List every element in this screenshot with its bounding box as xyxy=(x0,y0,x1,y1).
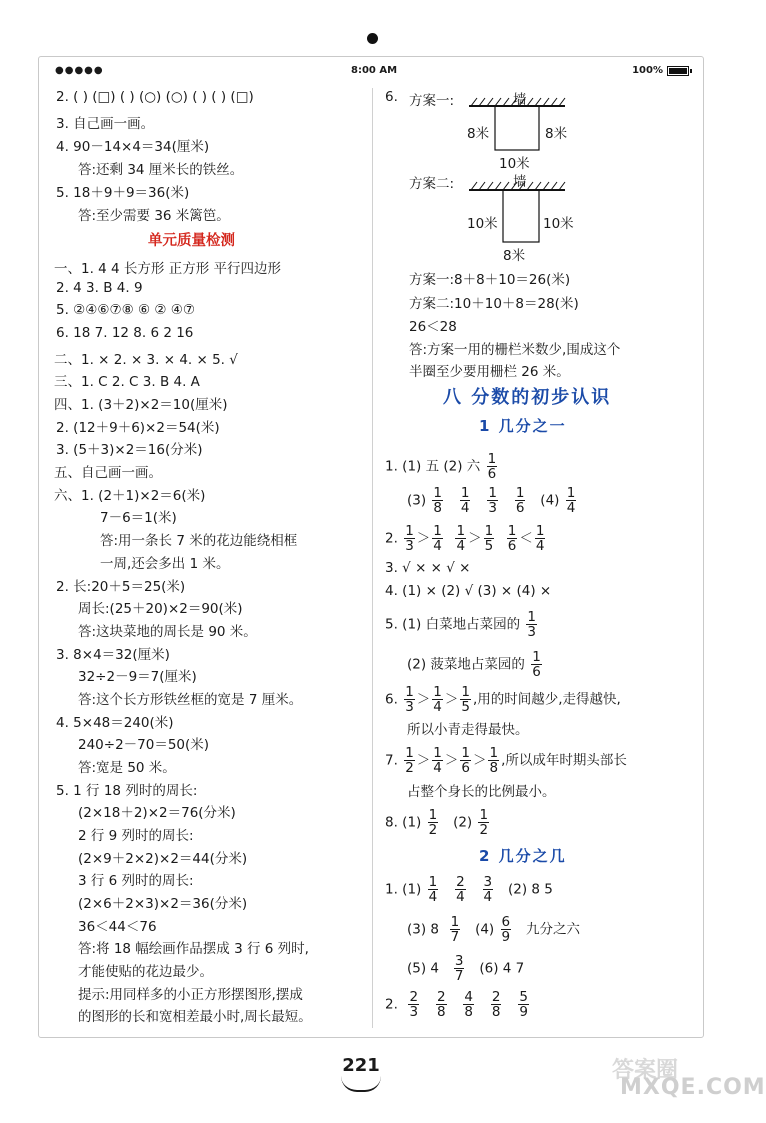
answer-text: 8. (1) xyxy=(385,814,422,831)
answer-line: 4. (1) × (2) √ (3) × (4) × xyxy=(385,583,552,599)
watermark-logo: 答案圈 xyxy=(612,1058,679,1083)
answer-text: (4) xyxy=(540,492,560,509)
side-length-label: 10米 xyxy=(543,216,574,232)
answer-line: 半圈至少要用栅栏 26 米。 xyxy=(409,364,570,380)
answer-line: 5. ②④⑥⑦⑧ ⑥ ② ④⑦ xyxy=(56,302,195,318)
fraction: $\frac{1}{7}$ xyxy=(450,914,460,945)
answer-line: 36＜44＜76 xyxy=(78,919,157,935)
answer-line: 3. (5＋3)×2＝16(分米) xyxy=(56,442,203,458)
answer-line: 所以小青走得最快。 xyxy=(407,722,529,738)
answer-text: ,用的时间越少,走得越快, xyxy=(472,691,621,708)
answer-line: 答:还剩 34 厘米长的铁丝。 xyxy=(78,162,244,178)
fraction: $\frac{3}{7}$ xyxy=(454,953,464,984)
bottom-length-label: 10米 xyxy=(499,156,530,172)
answer-line: (2×18＋2)×2＝76(分米) xyxy=(78,805,236,821)
fraction: $\frac{1}{6}$ xyxy=(507,523,517,554)
answer-text: (3) xyxy=(407,492,427,509)
answer-line xyxy=(385,610,539,639)
fraction: $\frac{3}{4}$ xyxy=(483,874,493,905)
answer-line: 答:方案一用的栅栏米数少,围成这个 xyxy=(409,342,621,358)
answer-line xyxy=(385,452,499,481)
fraction: $\frac{1}{8}$ xyxy=(433,485,443,516)
answer-line: 2. 4 3. B 4. 9 xyxy=(56,280,143,296)
answer-line xyxy=(385,808,491,837)
answer-line: 才能使贴的花边最少。 xyxy=(78,964,213,980)
answer-text: 5. (1) 白菜地占菜园的 xyxy=(385,616,521,633)
wall-label: 墙 xyxy=(513,174,527,190)
answer-line: 答:这块菜地的周长是 90 米。 xyxy=(78,624,257,640)
fraction: $\frac{1}{4}$ xyxy=(456,523,466,554)
side-length-label: 10米 xyxy=(467,216,498,232)
answer-text: (2) 8 5 xyxy=(508,881,553,898)
answer-line: 6. xyxy=(385,89,398,105)
fraction: $\frac{6}{9}$ xyxy=(501,914,511,945)
battery-percent: 100% xyxy=(632,65,663,76)
answer-line: 2. $\frac{1}{3}$ ＞ $\frac{1}{4}$ $\frac{1}{4}$ ＞ $\frac{1}{5}$ $\frac{1}{6}$ ＜ $\frac{1}{4}$ xyxy=(385,523,545,554)
fraction: $\frac{1}{8}$ xyxy=(489,745,499,776)
answer-text: 1. (1) 五 (2) 六 xyxy=(385,458,481,475)
fraction: $\frac{1}{6}$ xyxy=(487,451,497,482)
answer-line: (2×9＋2×2)×2＝44(分米) xyxy=(78,851,248,867)
answer-line: 答:这个长方形铁丝框的宽是 7 厘米。 xyxy=(78,692,303,708)
fraction: $\frac{1}{6}$ xyxy=(532,649,541,680)
answer-line: 2 行 9 列时的周长: xyxy=(78,828,194,844)
column-divider xyxy=(372,88,373,1028)
chapter-heading: 八 分数的初步认识 xyxy=(443,387,612,408)
fraction: $\frac{1}{3}$ xyxy=(405,684,414,715)
answer-line: (2×6＋2×3)×2＝36(分米) xyxy=(78,896,248,912)
answer-text: ,所以成年时期头部长 xyxy=(501,752,627,769)
side-length-label: 8米 xyxy=(545,126,568,142)
bottom-length-label: 8米 xyxy=(503,248,526,264)
answer-line: 5. 18＋9＋9＝36(米) xyxy=(56,185,190,201)
fraction: $\frac{1}{6}$ xyxy=(515,485,525,516)
fraction: $\frac{4}{8}$ xyxy=(464,989,474,1020)
fraction: $\frac{2}{4}$ xyxy=(456,874,465,905)
answer-line: 4. 90－14×4＝34(厘米) xyxy=(56,139,210,155)
fraction: $\frac{1}{6}$ xyxy=(461,745,470,776)
fraction: $\frac{2}{3}$ xyxy=(409,989,419,1020)
answer-text: (4) xyxy=(475,921,495,938)
status-time: 8:00 AM xyxy=(351,65,398,76)
fraction: $\frac{1}{4}$ xyxy=(566,485,576,516)
answer-line: 提示:用同样多的小正方形摆图形,摆成 xyxy=(78,987,303,1003)
signal-indicator: ●●●●● xyxy=(55,65,104,76)
answer-line xyxy=(407,954,524,983)
answer-text: (2) xyxy=(453,814,473,831)
answer-line: 3. √ × × √ × xyxy=(385,560,471,576)
answer-line: 2. 长:20＋5＝25(米) xyxy=(56,579,186,595)
answer-line xyxy=(407,915,580,944)
answer-text: 九分之六 xyxy=(525,921,580,938)
section-heading: 1 几分之一 xyxy=(479,417,567,435)
answer-line: 6. 18 7. 12 8. 6 2 16 xyxy=(56,325,194,341)
answer-line: 4. 5×48＝240(米) xyxy=(56,715,174,731)
answer-text: 6. xyxy=(385,691,398,708)
answer-line xyxy=(407,650,544,679)
answer-line xyxy=(407,486,578,515)
fraction: $\frac{1}{2}$ xyxy=(405,745,414,776)
answer-line: 周长:(25＋20)×2＝90(米) xyxy=(78,601,243,617)
answer-line: 的图形的长和宽相差最小时,周长最短。 xyxy=(78,1009,312,1025)
answer-line: 6. $\frac{1}{3}$ ＞ $\frac{1}{4}$ ＞ $\frac{1}{5}$ ,用的时间越少,走得越快, xyxy=(385,684,621,715)
answer-text: 2. xyxy=(385,530,398,547)
fraction: $\frac{1}{3}$ xyxy=(488,485,497,516)
answer-text: 1. (1) xyxy=(385,881,422,898)
answer-line: 二、1. × 2. × 3. × 4. × 5. √ xyxy=(54,352,238,368)
answer-text: 7. xyxy=(385,752,398,769)
fraction: $\frac{1}{4}$ xyxy=(428,874,438,905)
answer-line: 四、1. (3＋2)×2＝10(厘米) xyxy=(54,397,228,413)
fraction: $\frac{1}{2}$ xyxy=(428,807,438,838)
fraction: $\frac{1}{4}$ xyxy=(433,684,442,715)
answer-text: 2. xyxy=(385,996,398,1013)
answer-line: 六、1. (2＋1)×2＝6(米) xyxy=(54,488,206,504)
fraction: $\frac{1}{4}$ xyxy=(433,523,442,554)
answer-text: (3) 8 xyxy=(407,921,440,938)
answer-line: 240÷2－70＝50(米) xyxy=(78,737,210,753)
answer-line: 一、1. 4 4 长方形 正方形 平行四边形 xyxy=(54,261,282,277)
answer-line: 答:宽是 50 米。 xyxy=(78,760,176,776)
answer-text: (5) 4 xyxy=(407,960,440,977)
answer-text: (2) 菠菜地占菜园的 xyxy=(407,656,525,673)
fraction: $\frac{2}{8}$ xyxy=(436,989,446,1020)
answer-line: 答:用一条长 7 米的花边能绕相框 xyxy=(100,533,298,549)
answer-line: 答:将 18 幅绘画作品摆成 3 行 6 列时, xyxy=(78,941,309,957)
plan-label: 方案一: xyxy=(409,93,455,109)
fraction: $\frac{2}{8}$ xyxy=(491,989,501,1020)
answer-line: 7. $\frac{1}{2}$ ＞ $\frac{1}{4}$ ＞ $\frac{1}{6}$ ＞ $\frac{1}{8}$ ,所以成年时期头部长 xyxy=(385,745,627,776)
fraction: $\frac{1}{2}$ xyxy=(479,807,489,838)
fraction: $\frac{1}{4}$ xyxy=(535,523,545,554)
answer-text: (6) 4 7 xyxy=(479,960,525,977)
answer-line: 答:至少需要 36 米篱笆。 xyxy=(78,208,230,224)
answer-line: 占整个身长的比例最小。 xyxy=(407,784,556,800)
fraction: $\frac{1}{4}$ xyxy=(460,485,470,516)
answer-line: 2. (12＋9＋6)×2＝54(米) xyxy=(56,420,220,436)
status-bar xyxy=(39,57,703,83)
section-heading: 单元质量检测 xyxy=(148,233,235,249)
answer-line: 3. 8×4＝32(厘米) xyxy=(56,647,170,663)
side-length-label: 8米 xyxy=(467,126,490,142)
fraction: $\frac{1}{4}$ xyxy=(433,745,442,776)
fraction: $\frac{1}{5}$ xyxy=(484,523,494,554)
section-heading: 2 几分之几 xyxy=(479,847,567,865)
answer-line: 2. ( ) (□) ( ) (○) (○) ( ) ( ) (□) xyxy=(56,89,254,105)
fraction: $\frac{1}{3}$ xyxy=(527,609,536,640)
battery-icon xyxy=(667,66,689,76)
page-number: 221 xyxy=(337,1048,385,1084)
fraction: $\frac{1}{3}$ xyxy=(405,523,414,554)
answer-line xyxy=(385,990,531,1019)
answer-line: 26＜28 xyxy=(409,319,457,335)
plan-label: 方案二: xyxy=(409,176,455,192)
answer-line: 一周,还会多出 1 米。 xyxy=(100,556,230,572)
answer-line: 3. 自己画一画。 xyxy=(56,116,155,132)
fraction: $\frac{1}{5}$ xyxy=(461,684,470,715)
answer-line: 方案二:10＋10＋8＝28(米) xyxy=(409,296,579,312)
answer-line: 7－6＝1(米) xyxy=(100,510,177,526)
answer-line: 三、1. C 2. C 3. B 4. A xyxy=(54,374,200,390)
answer-line xyxy=(385,875,553,904)
wall-label: 墙 xyxy=(513,92,527,108)
camera-dot xyxy=(367,33,378,44)
answer-line: 5. 1 行 18 列时的周长: xyxy=(56,783,198,799)
answer-line: 32÷2－9＝7(厘米) xyxy=(78,669,197,685)
fraction: $\frac{5}{9}$ xyxy=(519,989,528,1020)
answer-line: 方案一:8＋8＋10＝26(米) xyxy=(409,272,571,288)
answer-line: 五、自己画一画。 xyxy=(54,465,162,481)
answer-line: 3 行 6 列时的周长: xyxy=(78,873,194,889)
watermark-url: MXQE.COM xyxy=(620,1075,766,1100)
